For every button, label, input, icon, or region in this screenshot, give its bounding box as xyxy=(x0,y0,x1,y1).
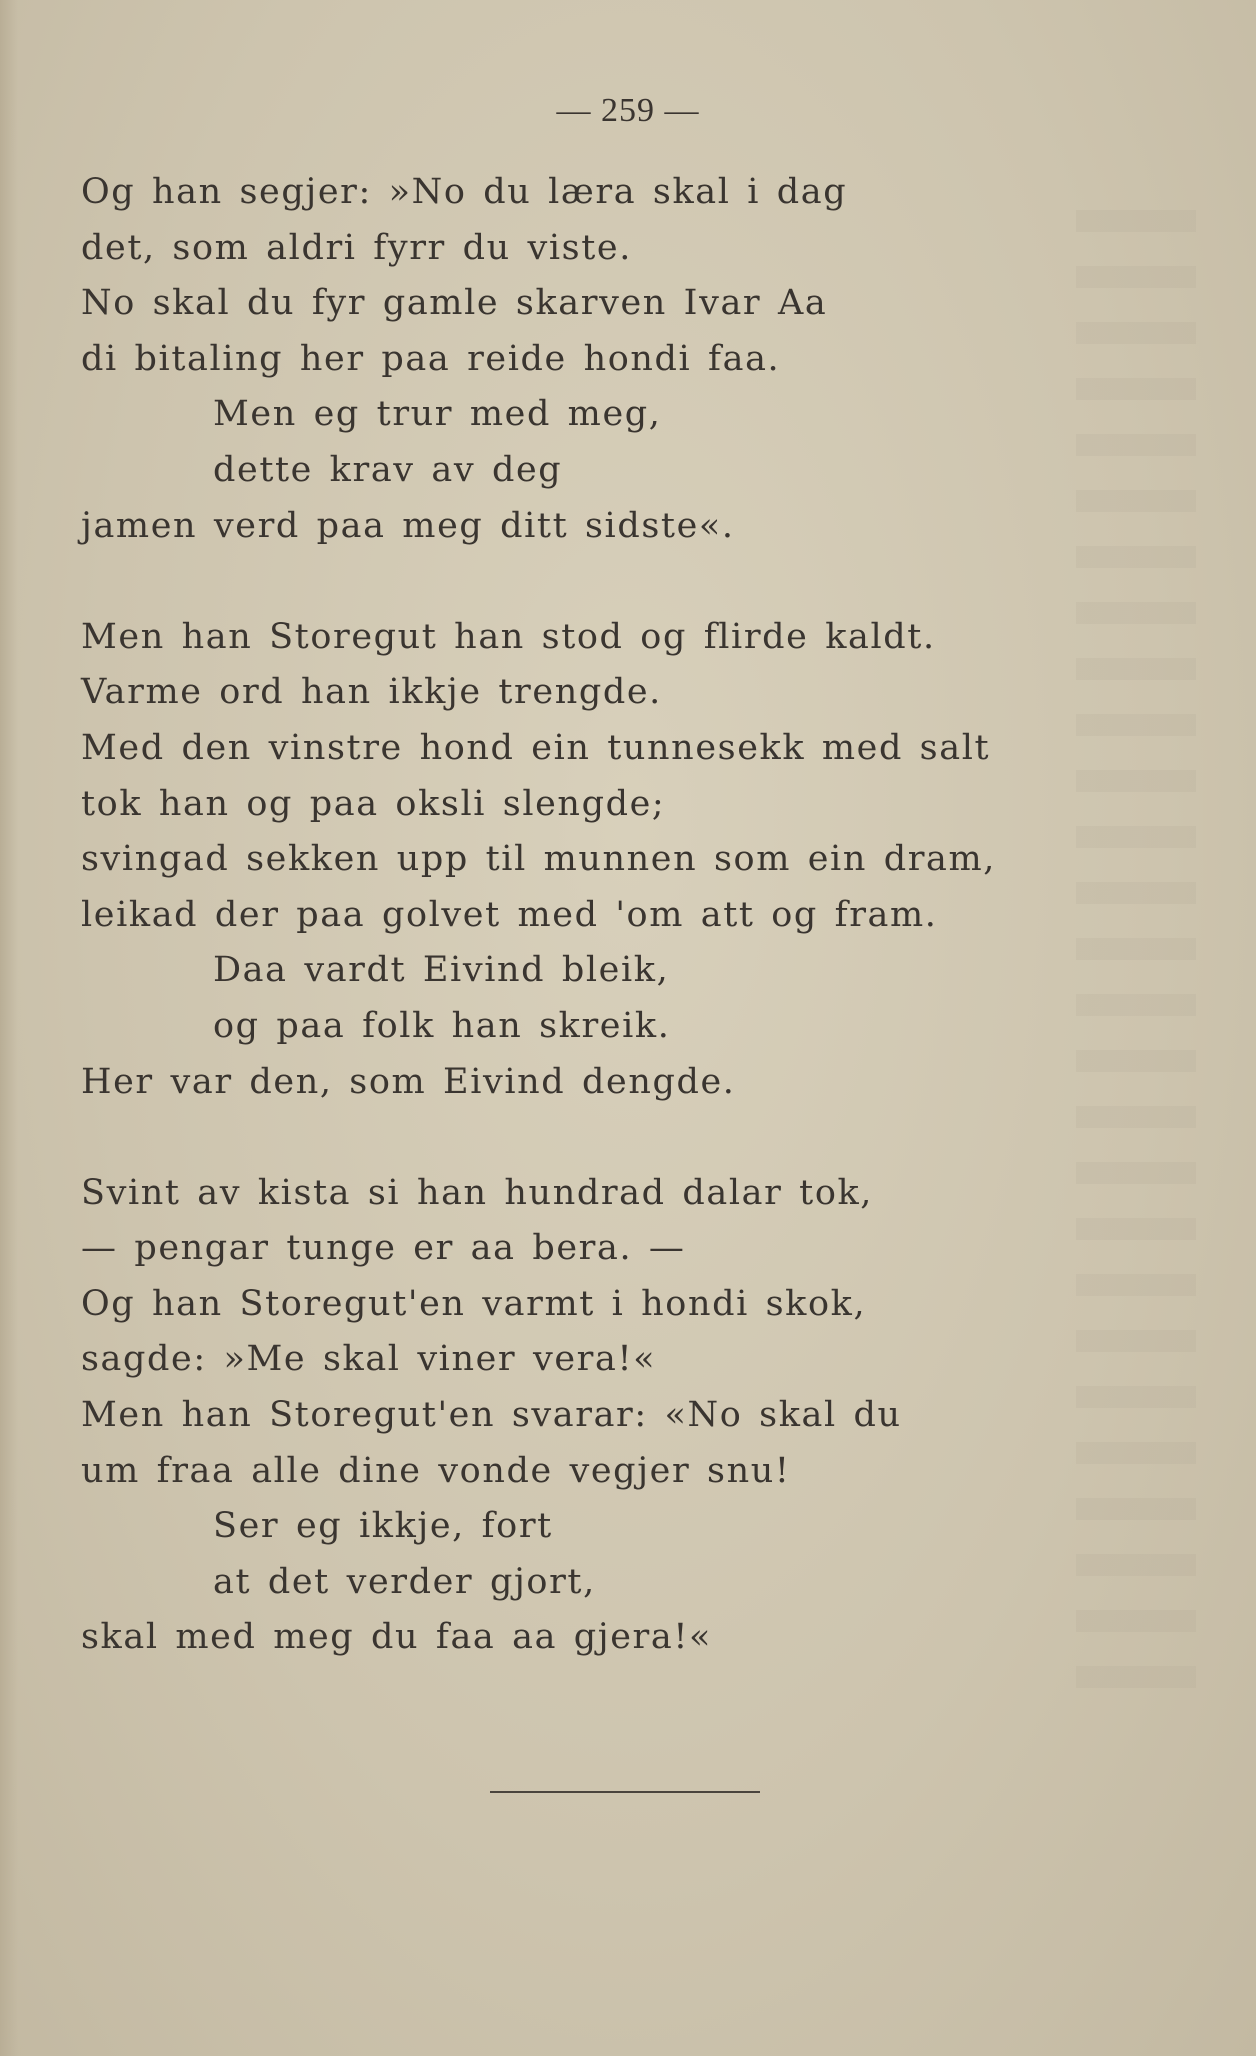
verse-line: Men han Storegut'en svarar: «No skal du xyxy=(81,1395,902,1436)
verse-line-indented: at det verder gjort, xyxy=(213,1561,596,1602)
verse-line: di bitaling her paa reide hondi faa. xyxy=(81,338,781,379)
verse-line-indented: Men eg trur med meg, xyxy=(213,394,662,435)
verse-line: jamen verd paa meg ditt sidste«. xyxy=(81,505,735,546)
verse-line-indented: og paa folk han skreik. xyxy=(213,1005,671,1046)
end-rule-divider xyxy=(490,1791,760,1793)
verse-line-indented: Daa vardt Eivind bleik, xyxy=(213,950,670,991)
verse-line: sagde: »Me skal viner vera!« xyxy=(81,1339,657,1380)
verse-line: Og han Storegut'en varmt i hondi skok, xyxy=(81,1283,867,1324)
verse-line: Svint av kista si han hundrad dalar tok, xyxy=(81,1172,874,1213)
verse-line: skal med meg du faa aa gjera!« xyxy=(81,1617,713,1658)
verse-line: Her var den, som Eivind dengde. xyxy=(81,1061,736,1102)
show-through-text xyxy=(1076,210,1196,1710)
verse-line: Varme ord han ikkje trengde. xyxy=(81,672,662,713)
page-edge-shadow xyxy=(0,0,18,2056)
poem-body xyxy=(81,165,1091,1666)
verse-line: — pengar tunge er aa bera. — xyxy=(81,1228,686,1269)
verse-line: det, som aldri fyrr du viste. xyxy=(81,227,632,268)
verse-line: Med den vinstre hond ein tunnesekk med salt xyxy=(81,727,991,768)
verse-line: Og han segjer: »No du læra skal i dag xyxy=(81,172,848,212)
page-number: — 259 — xyxy=(556,92,700,129)
verse-line: tok han og paa oksli slengde; xyxy=(81,783,666,824)
verse-line: No skal du fyr gamle skarven Ivar Aa xyxy=(81,283,828,324)
verse-line: svingad sekken upp til munnen som ein dram, xyxy=(81,839,997,880)
verse-line: leikad der paa golvet med 'om att og fram. xyxy=(81,894,938,935)
stanza xyxy=(81,1166,1091,1666)
stanza xyxy=(81,610,1091,1110)
verse-line-indented: Ser eg ikkje, fort xyxy=(213,1506,553,1547)
verse-line: Men han Storegut han stod og flirde kaldt. xyxy=(81,616,936,657)
verse-line-indented: dette krav av deg xyxy=(213,449,563,490)
stanza xyxy=(81,165,1091,554)
verse-line: um fraa alle dine vonde vegjer snu! xyxy=(81,1450,791,1491)
